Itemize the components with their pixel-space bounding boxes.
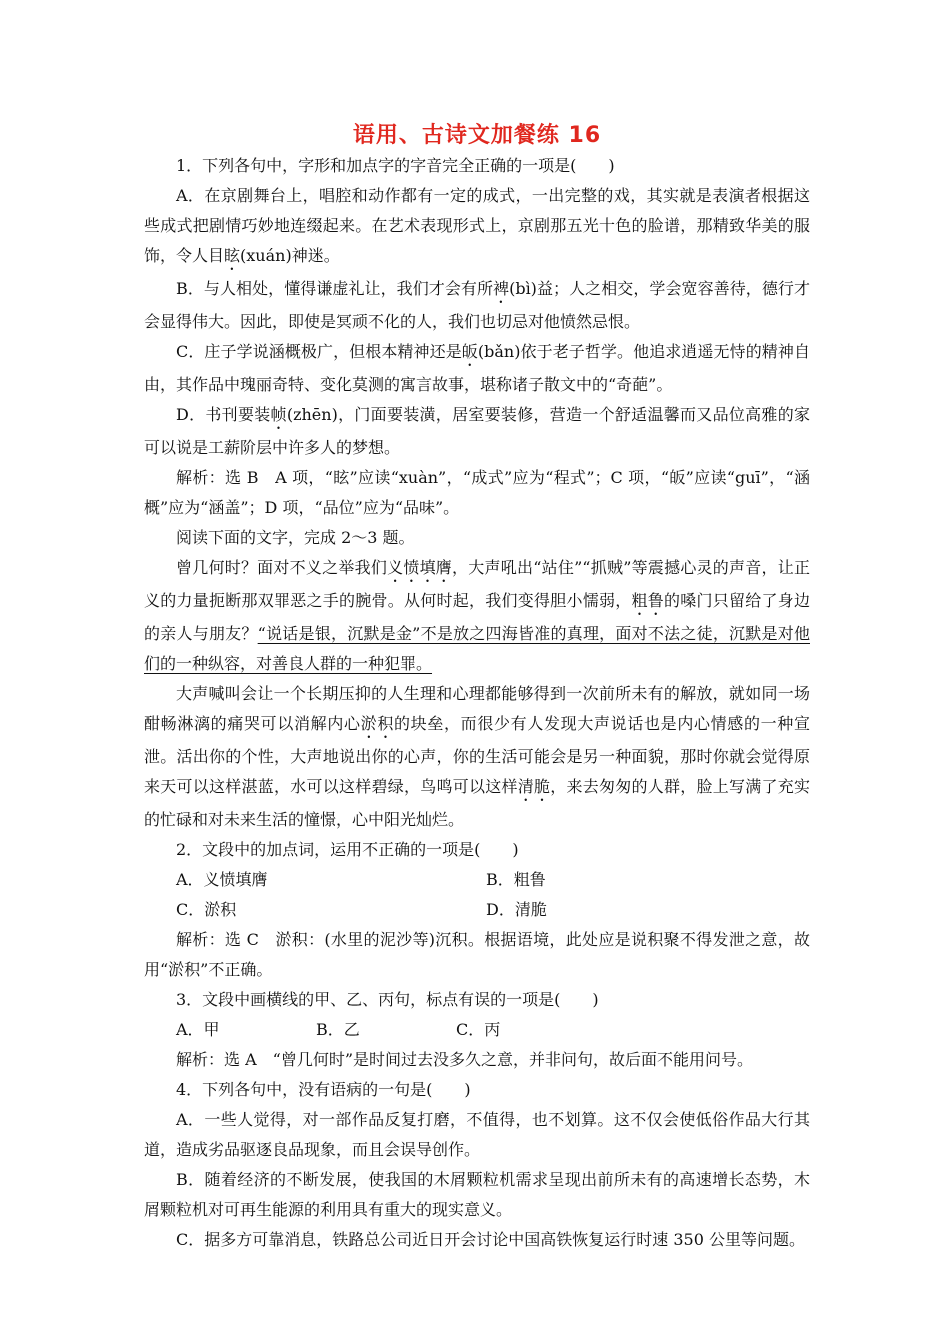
q4-stem: 4．下列各句中，没有语病的一句是( ): [176, 1080, 471, 1099]
q3-analysis: 解析：选 A “曾几何时”是时间过去没多久之意，并非问句，故后面不能用问号。: [176, 1050, 754, 1069]
q2-stem: 2．文段中的加点词，运用不正确的一项是( ): [176, 840, 519, 859]
reading-intro: 阅读下面的文字，完成 2～3 题。: [176, 528, 415, 547]
q1-stem: 1．下列各句中，字形和加点字的字音完全正确的一项是( ): [176, 156, 615, 175]
q2-options-row-1: [144, 865, 810, 895]
passage-paragraph-2: 大声喊叫会让一个长期压抑的人生理和心理都能够得到一次前所未有的解放，就如同一场酣畅淋漓的痛哭可以消解内心淤积的块垒，而很少有人发现大声说话也是内心情感的一种宣泄。活出你的个性，大声地说出你的心声，你的生活可能会是另一种面貌，那时你就会觉得原来天可以这样湛蓝，水可以这样碧绿，鸟鸣可以这样清脆，来去匆匆的人群，脸上写满了充实的忙碌和对未来生活的憧憬，心中阳光灿烂。: [144, 684, 810, 829]
q2-option-a: A．义愤填膺: [176, 870, 268, 889]
q1-analysis: 解析：选 B A 项，“眩”应读“xuàn”，“成式”应为“程式”；C 项，“皈”应读“guī”，“涵概”应为“涵盖”；D 项，“品位”应为“品味”。: [144, 468, 810, 517]
passage-paragraph-1: 曾几何时？面对不义之举我们义愤填膺，大声吼出“站住”“抓贼”等震撼心灵的声音，让正义的力量扼断那双罪恶之手的腕骨。从何时起，我们变得胆小懦弱，粗鲁的嗓门只留给了身边的亲人与朋友？“说话是银，沉默是金”不是放之四海皆准的真理，面对不法之徒，沉默是对他们的一种纵容，对善良人群的一种犯罪。: [144, 558, 810, 673]
q1-option-b: B．与人相处，懂得谦虚礼让，我们才会有所裨(bì)益；人之相交，学会宽容善待，德行才会显得伟大。因此，即使是冥顽不化的人，我们也切忌对他愤然忌恨。: [144, 279, 810, 331]
q3-option-a: A．甲: [176, 1020, 220, 1039]
q2-option-b: B．粗鲁: [486, 870, 546, 889]
q1-option-c: C．庄子学说涵概极广，但根本精神还是皈(bǎn)依于老子哲学。他追求逍遥无恃的精神自由，其作品中瑰丽奇特、变化莫测的寓言故事，堪称诸子散文中的“奇葩”。: [144, 342, 810, 394]
q2-option-d: D．清脆: [486, 900, 547, 919]
q1-option-a: A．在京剧舞台上，唱腔和动作都有一定的成式，一出完整的戏，其实就是表演者根据这些成式把剧情巧妙地连缀起来。在艺术表现形式上，京剧那五光十色的脸谱，那精致华美的服饰，令人目眩(xuán)神迷。: [144, 186, 810, 265]
q3-options: [144, 1015, 810, 1045]
q4-option-c: C．据多方可靠消息，铁路总公司近日开会讨论中国高铁恢复运行时速 350 公里等问题。: [176, 1230, 805, 1249]
q2-analysis: 解析：选 C 淤积：(水里的泥沙等)沉积。根据语境，此处应是说积聚不得发泄之意，故用“淤积”不正确。: [144, 930, 810, 979]
q3-option-c: C．丙: [456, 1020, 501, 1039]
q4-option-a: A．一些人觉得，对一部作品反复打磨，不值得，也不划算。这不仅会使低俗作品大行其道，造成劣品驱逐良品现象，而且会误导创作。: [144, 1110, 810, 1159]
q2-option-c: C．淤积: [176, 900, 237, 919]
q3-option-b: B．乙: [316, 1020, 360, 1039]
q1-option-d: D．书刊要装帧(zhēn)，门面要装潢，居室要装修，营造一个舒适温馨而又品位高雅的家可以说是工薪阶层中许多人的梦想。: [144, 405, 810, 457]
page-title: 语用、古诗文加餐练 16: [352, 123, 602, 148]
q3-stem: 3．文段中画横线的甲、乙、丙句，标点有误的一项是( ): [176, 990, 599, 1009]
underlined-sentence: “说话是银，沉默是金”不是放之四海皆准的真理，面对不法之徒，沉默是对他们的一种纵容，对善良人群的一种犯罪。: [144, 624, 810, 673]
q4-option-b: B．随着经济的不断发展，使我国的木屑颗粒机需求呈现出前所未有的高速增长态势，木屑颗粒机对可再生能源的利用具有重大的现实意义。: [144, 1170, 810, 1219]
q2-options-row-2: [144, 895, 810, 925]
